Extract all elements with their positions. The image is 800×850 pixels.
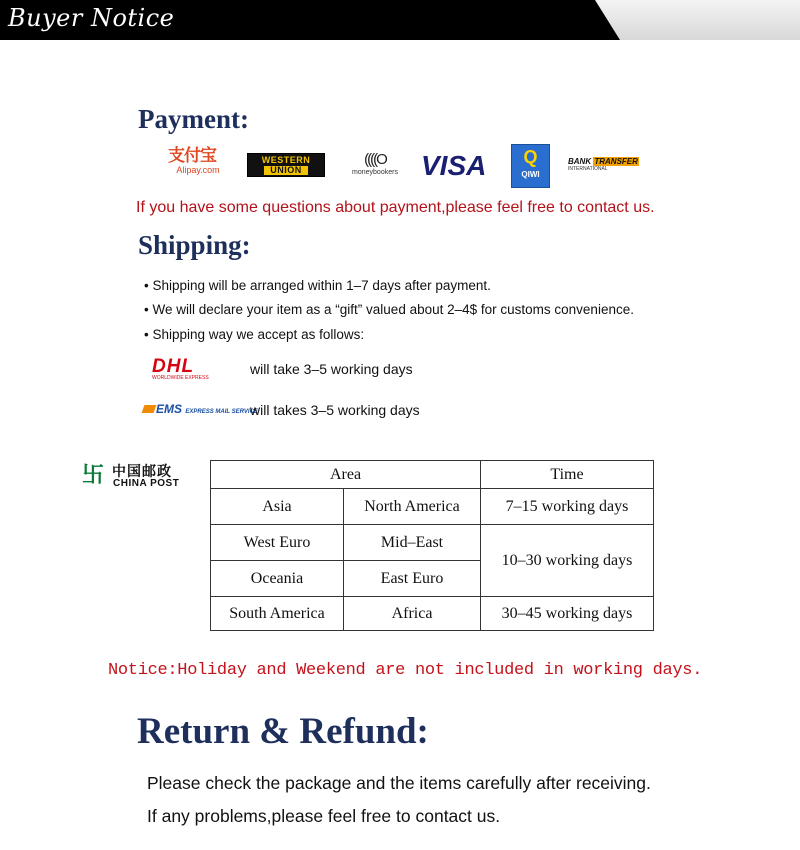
china-post-icon: 卐 (82, 462, 105, 487)
table-cell-time: 30–45 working days (481, 597, 654, 631)
table-cell-area: Oceania (211, 561, 344, 597)
china-post-logo (82, 461, 194, 491)
western-union-logo (247, 153, 325, 177)
table-cell-time: 7–15 working days (481, 489, 654, 525)
ems-delivery-time: will takes 3–5 working days (250, 402, 420, 418)
shipping-bullet: • Shipping way we accept as follows: (144, 327, 365, 342)
shipping-heading: Shipping: (138, 230, 251, 260)
alipay-logo (168, 147, 228, 181)
dhl-logo (152, 358, 220, 380)
bank-text: BANK (568, 157, 592, 166)
table-row (211, 525, 654, 561)
payment-contact-note: If you have some questions about payment,please feel free to contact us. (136, 199, 655, 216)
banner-title: Buyer Notice (8, 4, 175, 32)
moneybookers-mark-icon: ((((O (364, 151, 386, 168)
ems-logo-subtext: EXPRESS MAIL SERVICE (185, 409, 258, 415)
moneybookers-text: moneybookers (352, 169, 398, 176)
table-cell-area: North America (344, 489, 481, 525)
shipping-bullet: • Shipping will be arranged within 1–7 days after payment. (144, 278, 491, 293)
dhl-delivery-time: will take 3–5 working days (250, 361, 413, 377)
western-union-text-1: WESTERN (261, 154, 311, 165)
table-header-row (211, 461, 654, 489)
ems-logo-text (143, 402, 258, 416)
table-cell-time: 10–30 working days (481, 525, 654, 597)
dhl-logo-text: DHL (152, 356, 195, 377)
ems-logo-word: EMS (156, 402, 183, 416)
transfer-text: TRANSFER (594, 157, 638, 166)
bank-transfer-subtext: INTERNATIONAL (568, 166, 608, 172)
china-post-cn: 中国邮政 (112, 464, 172, 480)
table-cell-area: East Euro (344, 561, 481, 597)
table-cell-area: South America (211, 597, 344, 631)
qiwi-text: QIWI (521, 170, 540, 179)
qiwi-mark-icon: Q (523, 147, 538, 167)
western-union-text-2: UNION (264, 166, 308, 175)
bank-transfer-logo (568, 157, 638, 173)
bank-transfer-text (568, 157, 638, 166)
moneybookers-logo (349, 151, 401, 181)
ems-logo (143, 402, 258, 417)
table-header-time: Time (481, 461, 654, 489)
table-row (211, 489, 654, 525)
table-cell-area: Asia (211, 489, 344, 525)
shipping-time-table (210, 460, 654, 631)
banner (0, 0, 800, 40)
dhl-logo-subtext: WORLDWIDE EXPRESS (152, 375, 209, 381)
table-cell-area: Mid–East (344, 525, 481, 561)
return-refund-heading: Return & Refund: (137, 711, 429, 752)
return-line: If any problems,please feel free to contact us. (147, 806, 501, 826)
table-cell-area: West Euro (211, 525, 344, 561)
table-cell-area: Africa (344, 597, 481, 631)
alipay-logo-en: Alipay.com (176, 165, 220, 175)
payment-heading: Payment: (138, 104, 249, 134)
table-header-area: Area (211, 461, 481, 489)
table-row (211, 597, 654, 631)
china-post-en: CHINA POST (113, 478, 180, 489)
holiday-notice: Notice:Holiday and Weekend are not included in working days. (108, 661, 703, 680)
return-line: Please check the package and the items carefully after receiving. (147, 773, 651, 793)
visa-logo: VISA (421, 150, 487, 181)
qiwi-logo (511, 144, 550, 188)
ems-stripe-icon (142, 405, 157, 413)
alipay-logo-cn: 支付宝 (168, 146, 216, 166)
shipping-bullet: • We will declare your item as a “gift” valued about 2–4$ for customs convenience. (144, 302, 634, 317)
